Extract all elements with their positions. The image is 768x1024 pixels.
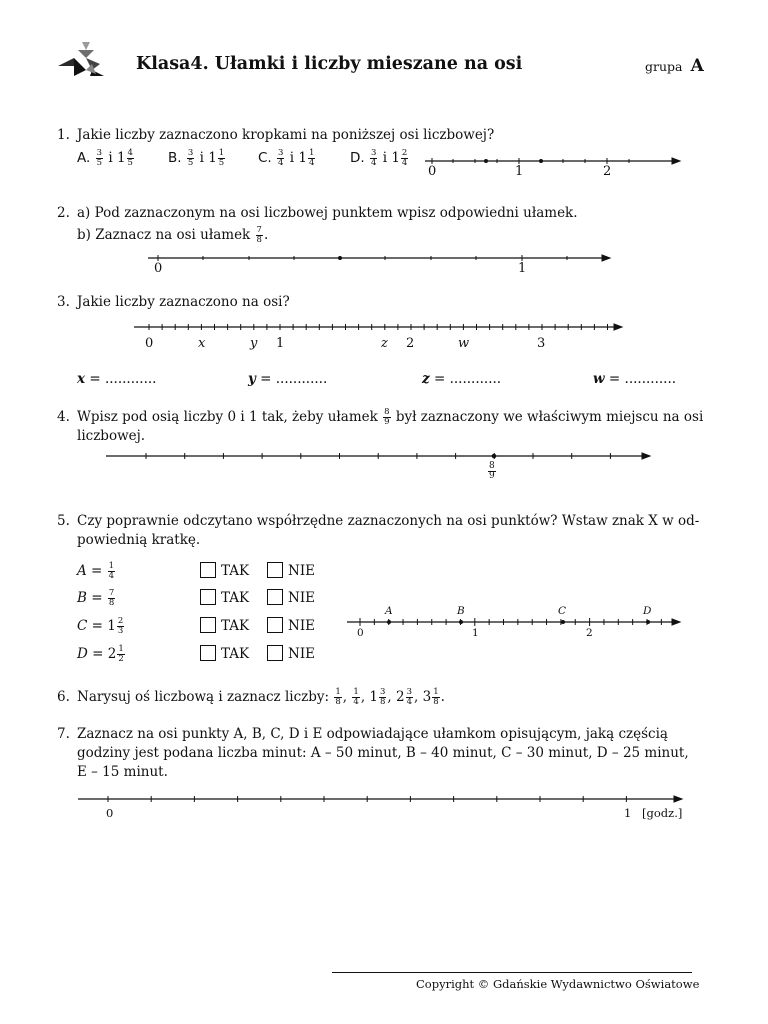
q4-line2: liczbowej. — [77, 428, 146, 444]
axis-label: 1 — [276, 336, 285, 351]
q5-line1: Czy poprawnie odczytano współrzędne zaznaczonych na osi punktów? Wstaw znak X w od- — [77, 513, 700, 529]
q3-answer-w: w = ............ — [593, 371, 677, 387]
q5-choice-d-no[interactable]: NIE — [267, 645, 315, 664]
fraction: $\frac{7}{8}$ — [256, 225, 262, 245]
axis-label: 2 — [603, 164, 612, 179]
q4-line1: Wpisz pod osią liczby 0 i 1 tak, żeby ułamek $\frac{8}{9}$ był zaznaczony we właściwym miejscu na osi — [77, 407, 704, 427]
axis-label: 0 — [357, 627, 364, 639]
axis-label: w — [458, 336, 470, 351]
fraction: $\frac{1}{4}$ — [308, 148, 315, 168]
axis-label: 0 — [428, 164, 437, 179]
q3-question: Jakie liczby zaznaczono na osi? — [77, 294, 290, 310]
axis-label: 2 — [406, 336, 415, 351]
axis-label: 1 — [472, 627, 479, 639]
fraction: $\frac{4}{5}$ — [127, 148, 133, 168]
point-label: C — [558, 605, 567, 617]
q1-number: 1. — [57, 127, 70, 143]
axis-label: 2 — [586, 627, 593, 639]
point-label: B — [457, 605, 465, 617]
q7-line2: godziny jest podana liczba minut: A – 50 minut, B – 40 minut, C – 30 minut, D – 25 minut, — [77, 745, 689, 761]
q1-question: Jakie liczby zaznaczono kropkami na poniższej osi liczbowej? — [77, 127, 495, 143]
q5-choice-b-yes[interactable]: TAK — [200, 589, 249, 608]
fraction: $\frac{2}{3}$ — [117, 616, 124, 636]
fraction: $\frac{3}{8}$ — [380, 687, 386, 707]
axis-label: y — [250, 336, 258, 351]
option-letter: B. — [168, 150, 182, 166]
q5-choice-d-yes[interactable]: TAK — [200, 645, 249, 664]
axis-label: 0 — [145, 336, 154, 351]
q5-choice-a-no[interactable]: NIE — [267, 562, 315, 581]
q2-line-a: a) Pod zaznaczonym na osi liczbowej punktem wpisz odpowiedni ułamek. — [77, 205, 578, 221]
q7-number: 7. — [57, 726, 70, 742]
axis-label: z — [381, 336, 388, 351]
axis-label: 0 — [154, 261, 163, 276]
fraction: $\frac{8}{9}$ — [384, 407, 390, 427]
q1-option-b: B. $\frac{3}{5}$ i 1 $\frac{1}{5}$ — [168, 148, 225, 168]
q3-number: 3. — [57, 294, 70, 310]
q3-answer-y: y = ............ — [248, 371, 328, 387]
fraction: $\frac{1}{4}$ — [353, 687, 359, 707]
option-letter: C. — [258, 150, 272, 166]
q5-row-b: B = $\frac{7}{8}$ — [77, 588, 115, 608]
page-title: Klasa4. Ułamki i liczby mieszane na osi — [136, 54, 523, 74]
q4-number: 4. — [57, 409, 70, 425]
point-label: A — [385, 605, 393, 617]
fraction: $\frac{1}{8}$ — [335, 687, 341, 707]
q2-line-b: b) Zaznacz na osi ułamek $\frac{7}{8}$ . — [77, 225, 269, 245]
q5-row-a: A = $\frac{1}{4}$ — [77, 561, 115, 581]
q4-marker-fraction: $\frac{8}{9}$ — [489, 461, 495, 481]
q1-option-a: A. $\frac{3}{5}$ i 1 $\frac{4}{5}$ — [77, 148, 133, 168]
q5-choice-c-no[interactable]: NIE — [267, 617, 315, 636]
q5-choice-b-no[interactable]: NIE — [267, 589, 315, 608]
axis-label: 0 — [106, 806, 114, 820]
q5-number: 5. — [57, 513, 70, 529]
q3-answer-x: x = ............ — [77, 371, 157, 387]
q3-answer-z: z = ............ — [422, 371, 502, 387]
group-label: grupa — [645, 59, 683, 74]
option-letter: D. — [350, 150, 365, 166]
axis-label: 1 — [624, 806, 632, 820]
fraction: $\frac{1}{5}$ — [218, 148, 225, 168]
fraction: $\frac{2}{4}$ — [401, 148, 408, 168]
fraction: $\frac{1}{2}$ — [118, 644, 124, 664]
fraction: $\frac{1}{8}$ — [433, 687, 439, 707]
q6-question: Narysuj oś liczbową i zaznacz liczby: $\frac{1}{8}$ , $\frac{1}{4}$ , 1 $\frac{3}{8}$ , 2 $\frac{3}{4}$ , 3 $\frac{1}{8}$ . — [77, 687, 445, 707]
option-letter: A. — [77, 150, 91, 166]
fraction: $\frac{3}{5}$ — [187, 148, 194, 168]
axis-label: 1 — [518, 261, 527, 276]
axis-label: 3 — [537, 336, 546, 351]
fraction: $\frac{3}{4}$ — [278, 148, 284, 168]
q5-choice-a-yes[interactable]: TAK — [200, 562, 249, 581]
q2-number: 2. — [57, 205, 70, 221]
axis-label: x — [198, 336, 206, 351]
q7-line3: E – 15 minut. — [77, 764, 168, 780]
q7-line1: Zaznacz na osi punkty A, B, C, D i E odpowiadające ułamkom opisującym, jaką częścią — [77, 726, 668, 742]
q5-line2: powiednią kratkę. — [77, 532, 201, 548]
q6-number: 6. — [57, 689, 70, 705]
footer-copyright: Copyright © Gdańskie Wydawnictwo Oświatowe — [416, 977, 700, 991]
q5-choice-c-yes[interactable]: TAK — [200, 617, 249, 636]
group-letter: A — [690, 56, 704, 76]
fraction: $\frac{7}{8}$ — [108, 588, 115, 608]
footer-divider — [332, 972, 692, 973]
fraction: $\frac{3}{4}$ — [406, 687, 413, 707]
q1-option-c: C. $\frac{3}{4}$ i 1 $\frac{1}{4}$ — [258, 148, 315, 168]
fraction: $\frac{3}{5}$ — [96, 148, 103, 168]
fraction: $\frac{3}{4}$ — [370, 148, 377, 168]
point-label: D — [643, 605, 652, 617]
q5-row-d: D = 2 $\frac{1}{2}$ — [77, 644, 124, 664]
fraction: $\frac{1}{4}$ — [108, 561, 115, 581]
q5-row-c: C = 1 $\frac{2}{3}$ — [77, 616, 124, 636]
q1-option-d: D. $\frac{3}{4}$ i 1 $\frac{2}{4}$ — [350, 148, 408, 168]
axis-label: 1 — [515, 164, 524, 179]
axis-unit: [godz.] — [642, 806, 683, 820]
